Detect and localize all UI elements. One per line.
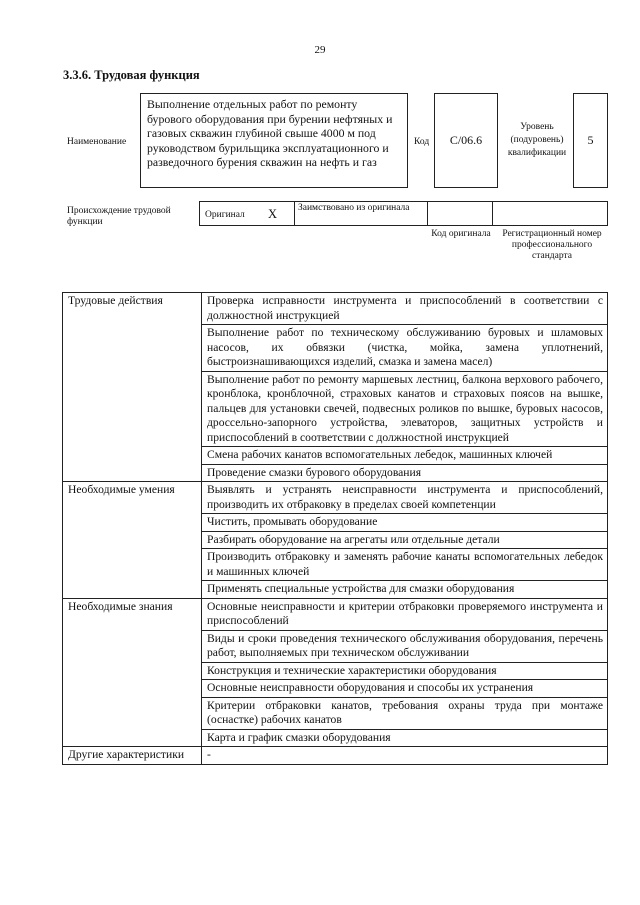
- row-content: Выявлять и устранять неисправности инструмента и приспособлений, производить их отбраковку в пределах своей компетенции: [202, 482, 608, 514]
- table-row: [63, 293, 608, 325]
- row-content: Проверка исправности инструмента и приспособлений в соответствии с должностной инструкцией: [202, 293, 608, 325]
- table-row: [63, 598, 608, 630]
- origin-label: Происхождение трудовой функции: [67, 206, 171, 227]
- labor-function-table: [62, 292, 608, 765]
- code-value: C/06.6: [434, 93, 498, 188]
- row-content: Применять специальные устройства для смазки оборудования: [202, 581, 608, 599]
- section-title: 3.3.6. Трудовая функция: [63, 68, 200, 82]
- table-row: [63, 482, 608, 514]
- function-name-value: Выполнение отдельных работ по ремонту бурового оборудования при бурении нефтяных и газовых скважин глубиной свыше 4000 м под руководством бурильщика эксплуатационного и разведочного бурения скважин на нефть и газ: [140, 93, 408, 188]
- page-number: 29: [314, 44, 326, 56]
- row-content: Смена рабочих канатов вспомогательных лебедок, машинных ключей: [202, 447, 608, 465]
- row-content: Конструкция и технические характеристики оборудования: [202, 662, 608, 680]
- row-content: Выполнение работ по техническому обслуживанию буровых и шламовых насосов, их обвязки (чистка, мойка, замена уплотнений, быстроизнашивающихся изделий, смазка и замена масел): [202, 325, 608, 372]
- origin-row: [199, 201, 608, 226]
- borrowed-label: Заимствовано из оригинала: [298, 203, 410, 213]
- row-content: Виды и сроки проведения технического обслуживания оборудования, перечень работ, выполняемых при техническом обслуживании: [202, 630, 608, 662]
- row-content: Производить отбраковку и заменять рабочие канаты вспомогательных лебедок и машинных ключей: [202, 549, 608, 581]
- name-label: Наименование: [67, 137, 127, 147]
- row-heading: Необходимые умения: [63, 482, 202, 599]
- row-content: Проведение смазки бурового оборудования: [202, 464, 608, 482]
- row-content: Разбирать оборудование на агрегаты или отдельные детали: [202, 531, 608, 549]
- table-row: [63, 747, 608, 765]
- row-content: Карта и график смазки оборудования: [202, 729, 608, 747]
- qualification-level-value: 5: [573, 93, 608, 188]
- registration-number-caption: Регистрационный номер профессионального стандарта: [502, 229, 602, 261]
- original-mark: X: [268, 207, 278, 221]
- row-content: Основные неисправности и критерии отбраковки проверяемого инструмента и приспособлений: [202, 598, 608, 630]
- original-label: Оригинал: [205, 210, 245, 220]
- row-content: Выполнение работ по ремонту маршевых лестниц, балкона верхового рабочего, кронблока, кронблочной, страховых канатов и страховых поясов на вышке, пальцев для установки свечей, подвесных роликов по вышке, буровых насосов, дроссельно-запорного устройства, элеваторов, защитных устройств и приспособлений в соответствии с должностной инструкцией: [202, 371, 608, 447]
- row-content: -: [202, 747, 608, 765]
- code-original-cell: [428, 202, 493, 225]
- code-label: Код: [414, 137, 430, 147]
- row-heading: Трудовые действия: [63, 293, 202, 482]
- row-content: Критерии отбраковки канатов, требования охраны труда при монтаже (оснастке) рабочих канатов: [202, 697, 608, 729]
- row-content: Чистить, промывать оборудование: [202, 514, 608, 532]
- row-heading: Другие характеристики: [63, 747, 202, 765]
- code-original-caption: Код оригинала: [431, 229, 491, 239]
- qualification-level-label: Уровень (подуровень) квалификации: [507, 122, 567, 158]
- row-heading: Необходимые знания: [63, 598, 202, 747]
- row-content: Основные неисправности оборудования и способы их устранения: [202, 680, 608, 698]
- original-cell: [200, 202, 295, 225]
- borrowed-cell: [295, 202, 428, 225]
